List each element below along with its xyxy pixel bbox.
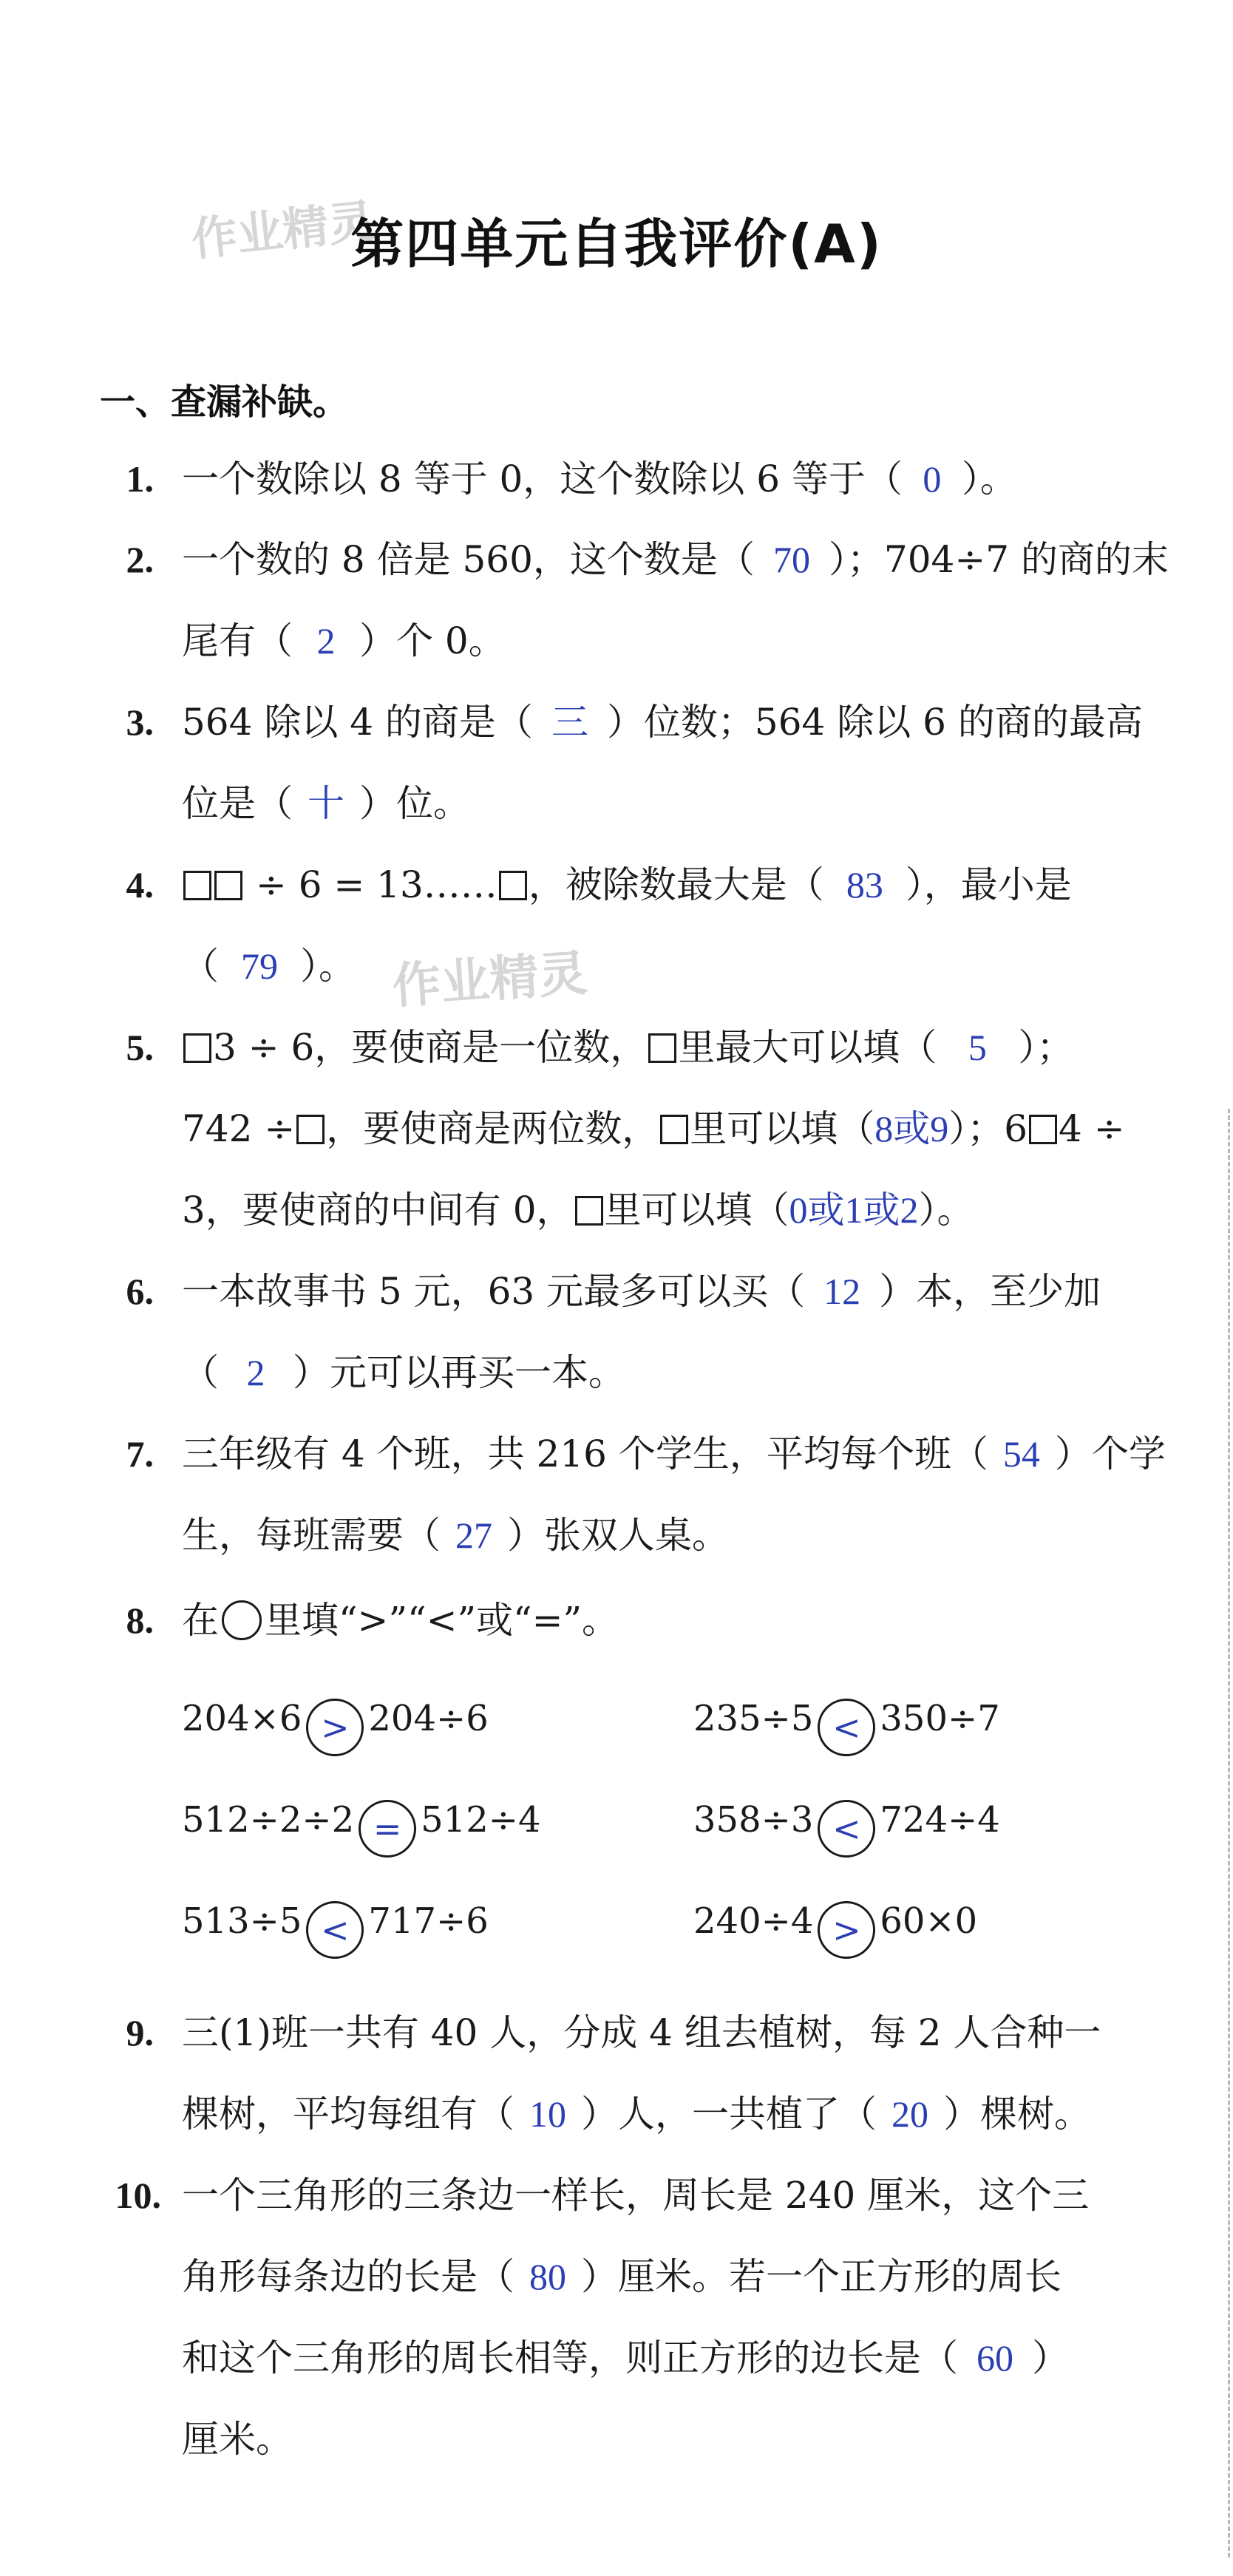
blank-box xyxy=(499,871,527,900)
question-text: ）。 xyxy=(961,458,1017,500)
blank-box xyxy=(575,1196,603,1226)
question-7 xyxy=(182,1432,1166,1476)
question-text: 棵树，平均每组有（ xyxy=(182,2093,514,2135)
question-text: ） xyxy=(1032,2337,1069,2379)
question-3 xyxy=(182,700,1143,744)
question-9-cont xyxy=(182,2092,1091,2136)
question-3-cont xyxy=(182,781,470,826)
answer-circle: < xyxy=(818,1800,875,1858)
blank-box xyxy=(183,871,211,900)
question-text: 564 除以 4 的商是（ xyxy=(182,701,533,744)
question-text: ）张双人桌。 xyxy=(507,1514,729,1557)
question-number: 5. xyxy=(126,1027,154,1068)
answer: 70 xyxy=(772,539,810,580)
question-5 xyxy=(182,1025,1073,1070)
page-edge-divider xyxy=(1228,1109,1233,2558)
watermark: 作业精灵 xyxy=(390,944,589,1016)
question-text: ），最小是 xyxy=(905,863,1072,906)
answer: 54 xyxy=(1002,1433,1040,1475)
question-6 xyxy=(182,1269,1101,1314)
question-text: 一个三角形的三条边一样长，周长是 240 厘米，这个三 xyxy=(182,2174,1090,2217)
question-text: ÷ 6 = 13…… xyxy=(255,863,497,906)
question-6-cont xyxy=(182,1350,625,1395)
question-text: ）厘米。若一个正方形的周长 xyxy=(581,2255,1062,2298)
blank-box xyxy=(296,1115,325,1144)
answer-circle: > xyxy=(306,1699,364,1756)
question-text: 一本故事书 5 元，63 元最多可以买（ xyxy=(182,1270,806,1313)
question-text: ，要使商是两位数， xyxy=(326,1107,659,1150)
answer: 12 xyxy=(823,1271,861,1312)
watermark: 作业精灵 xyxy=(188,194,377,267)
question-10-cont xyxy=(182,2336,1069,2380)
answer: 2 xyxy=(246,1352,265,1393)
question-text: 里填“>”“<”或“=”。 xyxy=(265,1599,619,1642)
question-number: 9. xyxy=(126,2012,154,2053)
comparison-item: 235÷5 < 350÷7 xyxy=(693,1696,1000,1756)
question-text: ）；704÷7 的商的末 xyxy=(828,538,1169,581)
blank-box xyxy=(183,1033,211,1063)
question-number: 8. xyxy=(126,1600,154,1641)
question-text: ）人，一共植了（ xyxy=(581,2093,877,2135)
question-number: 7. xyxy=(126,1433,154,1475)
question-10-cont xyxy=(182,2417,293,2461)
question-text: ）元可以再买一本。 xyxy=(293,1351,625,1394)
question-text: 位是（ xyxy=(182,782,293,825)
question-7-cont xyxy=(182,1513,729,1557)
answer: 十 xyxy=(308,783,344,824)
question-text: 生，每班需要（ xyxy=(182,1514,441,1557)
question-text: 3，要使商的中间有 0， xyxy=(182,1189,574,1231)
question-text: 三(1)班一共有 40 人，分成 4 组去植树，每 2 人合种一 xyxy=(182,2011,1101,2054)
comparison-item: 358÷3 < 724÷4 xyxy=(693,1798,1000,1858)
comparison-item: 512÷2÷2 = 512÷4 xyxy=(182,1798,541,1858)
question-number: 1. xyxy=(126,458,154,500)
question-text: （ xyxy=(182,1351,219,1394)
question-text: ）本，至少加 xyxy=(879,1270,1101,1313)
question-number: 2. xyxy=(126,539,154,580)
comparison-item: 240÷4 > 60×0 xyxy=(693,1899,977,1959)
question-5-cont xyxy=(182,1188,974,1232)
answer: 8或9 xyxy=(874,1108,949,1149)
answer: 三 xyxy=(551,701,588,743)
question-8 xyxy=(182,1598,619,1642)
question-10 xyxy=(182,2173,1089,2218)
question-4-cont xyxy=(182,944,356,988)
question-text: ）棵树。 xyxy=(943,2093,1091,2135)
answer: 79 xyxy=(241,945,278,987)
question-text: 里最大可以填（ xyxy=(678,1026,937,1069)
answer: 20 xyxy=(891,2093,928,2135)
question-text: 一个数的 8 倍是 560，这个数是（ xyxy=(182,538,755,581)
question-number: 6. xyxy=(126,1271,154,1312)
question-text: 角形每条边的长是（ xyxy=(182,2255,514,2298)
answer: 80 xyxy=(529,2256,566,2297)
blank-box xyxy=(1029,1115,1057,1144)
question-text: 在 xyxy=(182,1599,219,1642)
question-text: ）。 xyxy=(300,945,356,988)
answer: 0或1或2 xyxy=(789,1189,919,1231)
question-text: ）个学 xyxy=(1054,1433,1166,1475)
section-heading: 一、查漏补缺。 xyxy=(100,381,349,423)
question-9 xyxy=(182,2011,1101,2055)
question-text: ，被除数最大是（ xyxy=(528,863,824,906)
answer: 5 xyxy=(968,1027,987,1068)
question-text: （ xyxy=(182,945,219,988)
question-text: 厘米。 xyxy=(182,2418,293,2461)
answer-circle: = xyxy=(359,1800,416,1858)
question-text: 里可以填（ xyxy=(690,1107,875,1150)
question-text: 3 ÷ 6，要使商是一位数， xyxy=(213,1026,648,1069)
question-2-cont xyxy=(182,619,506,663)
answer-circle: < xyxy=(818,1699,875,1756)
comparison-item: 204×6 > 204÷6 xyxy=(182,1696,489,1756)
question-number: 4. xyxy=(126,864,154,905)
question-text: 三年级有 4 个班，共 216 个学生，平均每个班（ xyxy=(182,1433,988,1475)
question-5-cont xyxy=(182,1107,1125,1151)
blank-box xyxy=(214,871,242,900)
question-text: ）位。 xyxy=(359,782,470,825)
question-1 xyxy=(182,457,1017,501)
answer: 27 xyxy=(455,1515,492,1556)
question-text: 尾有（ xyxy=(182,619,293,662)
blank-box xyxy=(660,1115,688,1144)
answer-circle: < xyxy=(306,1901,364,1959)
question-4 xyxy=(182,863,1072,907)
blank-circle xyxy=(222,1600,262,1640)
blank-box xyxy=(648,1033,676,1063)
answer: 10 xyxy=(529,2093,566,2135)
answer: 83 xyxy=(846,864,883,905)
answer: 2 xyxy=(316,620,336,662)
question-text: ）位数；564 除以 6 的商的最高 xyxy=(606,701,1143,744)
answer: 60 xyxy=(976,2337,1013,2379)
question-10-cont xyxy=(182,2254,1062,2299)
answer-circle: > xyxy=(818,1901,875,1959)
question-text: 一个数除以 8 等于 0，这个数除以 6 等于（ xyxy=(182,458,903,500)
question-number: 3. xyxy=(126,701,154,743)
question-text: 和这个三角形的周长相等，则正方形的边长是（ xyxy=(182,2337,958,2379)
question-text: ）；6 xyxy=(948,1107,1028,1150)
question-text: ）个 0。 xyxy=(359,619,506,662)
question-text: ）。 xyxy=(918,1189,974,1231)
answer: 0 xyxy=(923,458,942,500)
question-text: 4 ÷ xyxy=(1059,1107,1125,1150)
comparison-item: 513÷5 < 717÷6 xyxy=(182,1899,489,1959)
question-text: 里可以填（ xyxy=(604,1189,789,1231)
question-text: 742 ÷ xyxy=(182,1107,296,1150)
question-number: 10. xyxy=(115,2175,161,2216)
question-text: ）； xyxy=(1018,1026,1074,1069)
page-title: 第四单元自我评价(A) xyxy=(350,213,883,275)
question-2 xyxy=(182,537,1169,582)
